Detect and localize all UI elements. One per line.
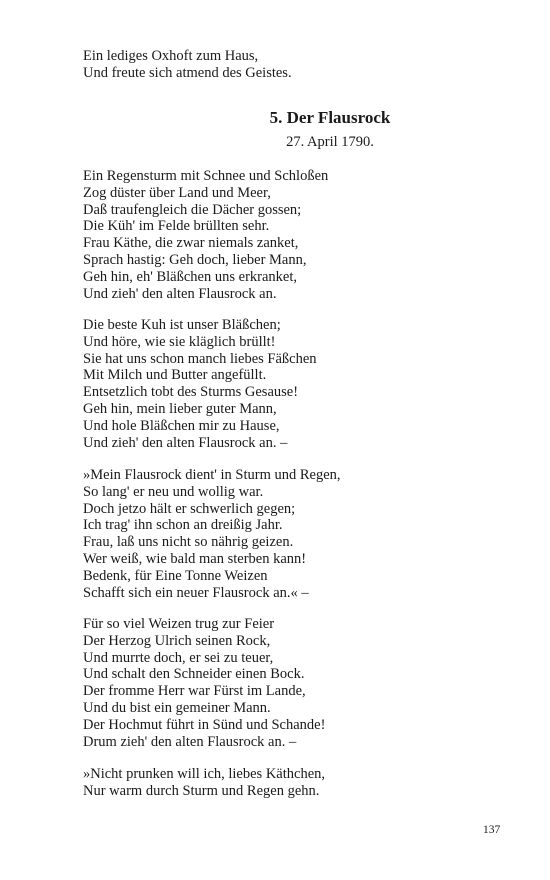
verse-line: Und zieh' den alten Flausrock an. xyxy=(83,285,277,302)
verse-line: Für so viel Weizen trug zur Feier xyxy=(83,616,275,632)
verse-line: Mit Milch und Butter angefüllt. xyxy=(83,367,267,384)
verse-line: Der fromme Herr war Fürst im Lande, xyxy=(83,683,306,700)
verse-line: Ein lediges Oxhoft zum Haus, xyxy=(83,48,259,64)
verse-line: Daß traufengleich die Dächer gossen; xyxy=(83,201,302,218)
stanza-2 xyxy=(83,317,503,451)
verse-line: Geh hin, mein lieber guter Mann, xyxy=(83,400,277,417)
stanza-1 xyxy=(83,168,503,302)
verse-line: Geh hin, eh' Bläßchen uns erkranket, xyxy=(83,268,298,285)
page-number: 137 xyxy=(483,824,501,836)
verse-line: Der Herzog Ulrich seinen Rock, xyxy=(83,632,271,649)
verse-line: Frau Käthe, die zwar niemals zanket, xyxy=(83,235,299,252)
opening-lines xyxy=(83,48,503,82)
poem-date: 27. April 1790. xyxy=(286,134,374,150)
verse-line: Die Küh' im Felde brüllten sehr. xyxy=(83,218,270,235)
verse-line: Ein Regensturm mit Schnee und Schloßen xyxy=(83,168,329,184)
verse-line: Und hole Bläßchen mir zu Hause, xyxy=(83,417,280,434)
verse-line: Frau, laß uns nicht so nährig geizen. xyxy=(83,534,294,551)
verse-line: Doch jetzo hält er schwerlich gegen; xyxy=(83,500,296,517)
verse-line: Und du bist ein gemeiner Mann. xyxy=(83,699,271,716)
verse-line: Sie hat uns schon manch liebes Fäßchen xyxy=(83,350,317,367)
stanza-3 xyxy=(83,467,503,601)
verse-line: Bedenk, für Eine Tonne Weizen xyxy=(83,567,268,584)
verse-line: Die beste Kuh ist unser Bläßchen; xyxy=(83,317,281,333)
verse-line: Entsetzlich tobt des Sturms Gesause! xyxy=(83,384,299,401)
verse-line: So lang' er neu und wollig war. xyxy=(83,483,264,500)
verse-line: »Mein Flausrock dient' in Sturm und Regen, xyxy=(83,467,341,483)
verse-line: Wer weiß, wie bald man sterben kann! xyxy=(83,550,307,567)
verse-line: Und höre, wie sie kläglich brüllt! xyxy=(83,333,276,350)
verse-line: Ich trag' ihn schon an dreißig Jahr. xyxy=(83,517,283,534)
verse-line: Nur warm durch Sturm und Regen gehn. xyxy=(83,782,320,799)
verse-line: Schafft sich ein neuer Flausrock an.« – xyxy=(83,584,309,601)
poem-title: 5. Der Flausrock xyxy=(269,108,391,127)
verse-line: Und freute sich atmend des Geistes. xyxy=(83,64,292,81)
verse-line: Und zieh' den alten Flausrock an. – xyxy=(83,434,288,451)
verse-line: »Nicht prunken will ich, liebes Käthchen, xyxy=(83,766,326,782)
verse-line: Sprach hastig: Geh doch, lieber Mann, xyxy=(83,251,307,268)
verse-line: Und schalt den Schneider einen Bock. xyxy=(83,666,305,683)
verse-line: Und murrte doch, er sei zu teuer, xyxy=(83,649,274,666)
stanza-5 xyxy=(83,766,503,800)
verse-line: Der Hochmut führt in Sünd und Schande! xyxy=(83,716,326,733)
stanza-4 xyxy=(83,616,503,750)
verse-line: Zog düster über Land und Meer, xyxy=(83,184,271,201)
verse-line: Drum zieh' den alten Flausrock an. – xyxy=(83,733,297,750)
